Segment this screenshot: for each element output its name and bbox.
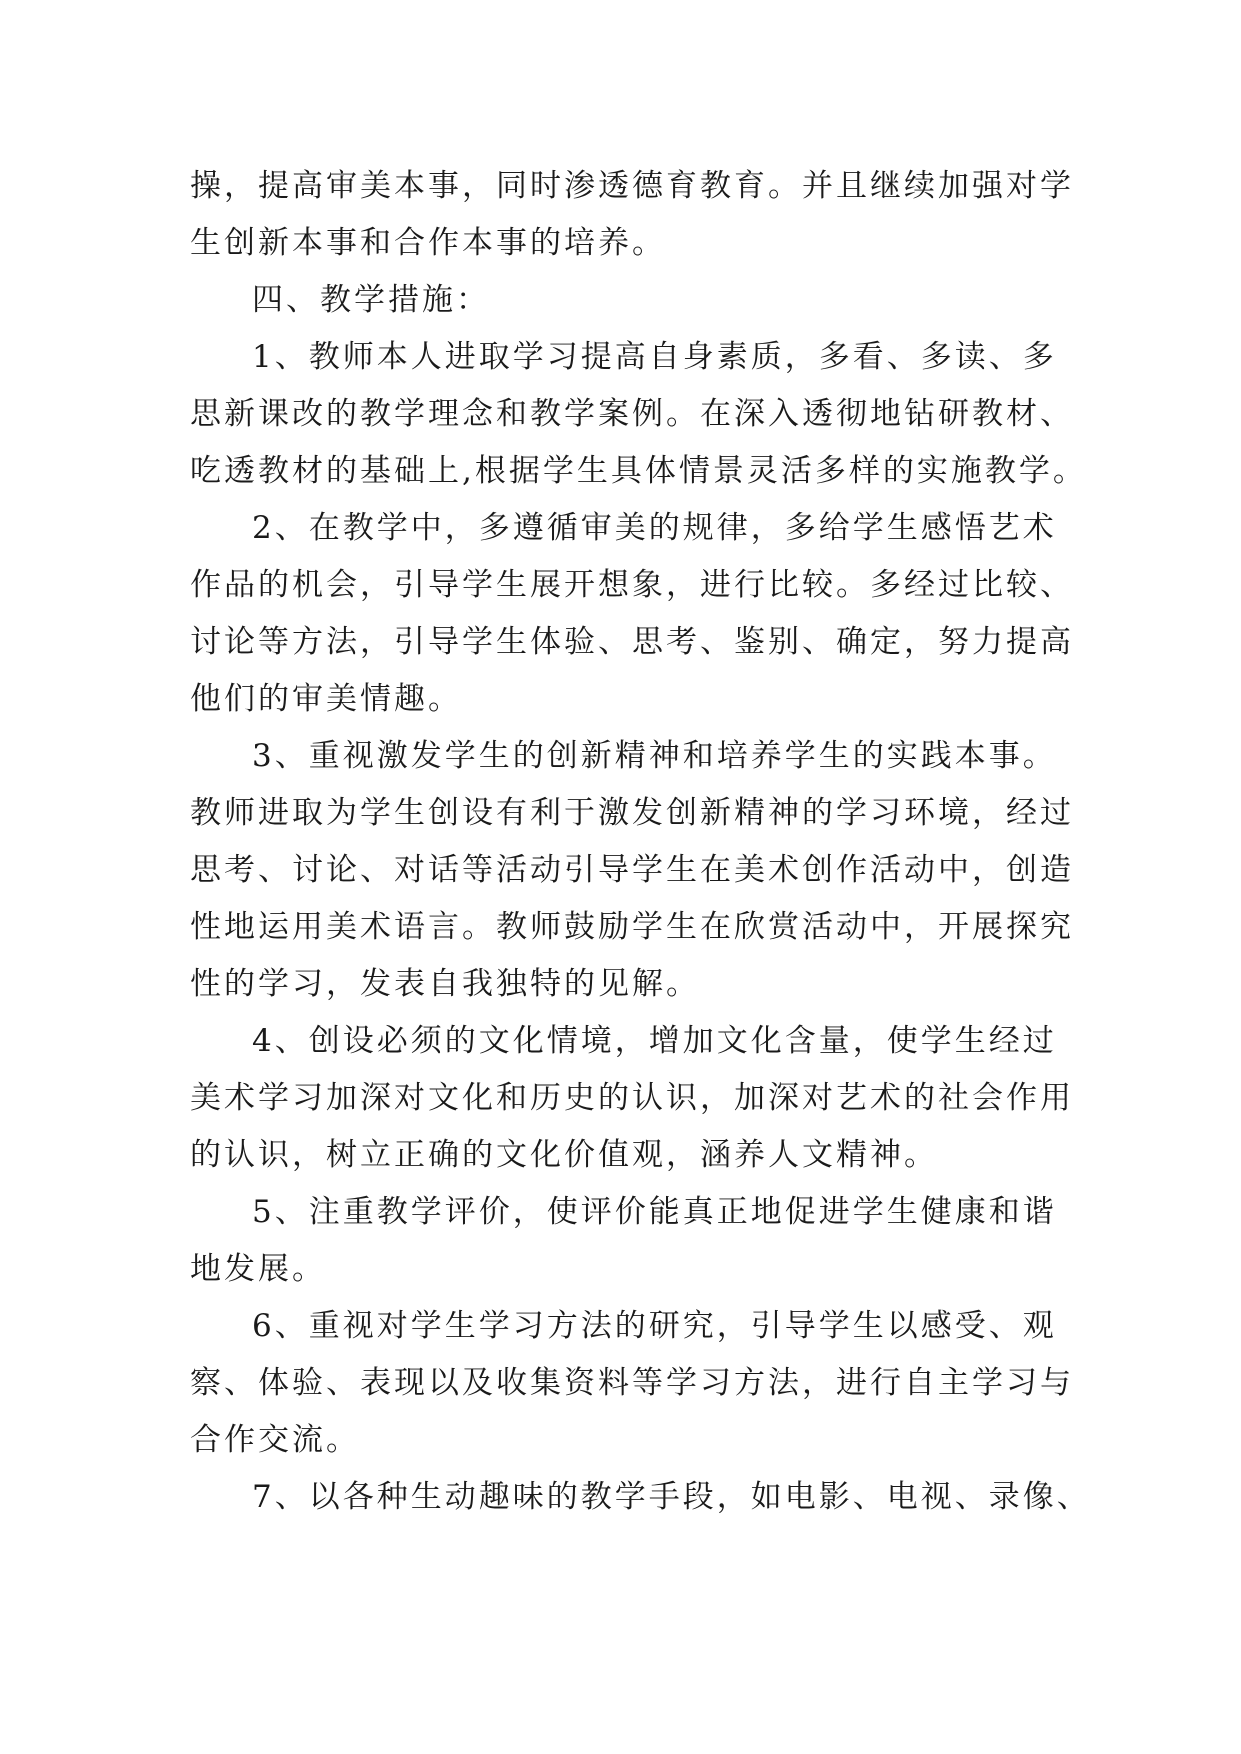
text-line: 1、教师本人进取学习提高自身素质，多看、多读、多 <box>252 339 1057 375</box>
document-body <box>190 162 1091 1521</box>
text-line: 6、重视对学生学习方法的研究，引导学生以感受、观 <box>252 1308 1057 1344</box>
text-line: 吃透教材的基础上,根据学生具体情景灵活多样的实施教学。 <box>190 453 1087 489</box>
text-line: 他们的审美情趣。 <box>190 681 462 717</box>
text-line: 的认识，树立正确的文化价值观，涵养人文精神。 <box>190 1137 938 1173</box>
text-line: 2、在教学中，多遵循审美的规律，多给学生感悟艺术 <box>252 510 1057 546</box>
text-line: 教师进取为学生创设有利于激发创新精神的学习环境，经过 <box>190 795 1074 831</box>
text-line: 地发展。 <box>190 1251 326 1287</box>
text-line: 性地运用美术语言。教师鼓励学生在欣赏活动中，开展探究 <box>190 909 1074 945</box>
text-line: 合作交流。 <box>190 1422 360 1458</box>
text-line: 4、创设必须的文化情境，增加文化含量，使学生经过 <box>252 1023 1057 1059</box>
section-heading: 四、教学措施： <box>252 282 490 318</box>
text-line: 7、以各种生动趣味的教学手段，如电影、电视、录像、 <box>252 1479 1091 1515</box>
text-line: 美术学习加深对文化和历史的认识，加深对艺术的社会作用 <box>190 1080 1074 1116</box>
text-line: 性的学习，发表自我独特的见解。 <box>190 966 700 1002</box>
text-line: 5、注重教学评价，使评价能真正地促进学生健康和谐 <box>252 1194 1057 1230</box>
text-line: 讨论等方法，引导学生体验、思考、鉴别、确定，努力提高 <box>190 624 1074 660</box>
text-line: 3、重视激发学生的创新精神和培养学生的实践本事。 <box>252 738 1057 774</box>
text-line: 察、体验、表现以及收集资料等学习方法，进行自主学习与 <box>190 1365 1074 1401</box>
text-line: 生创新本事和合作本事的培养。 <box>190 225 666 261</box>
text-line: 操，提高审美本事，同时渗透德育教育。并且继续加强对学 <box>190 168 1074 204</box>
text-line: 思考、讨论、对话等活动引导学生在美术创作活动中，创造 <box>190 852 1074 888</box>
text-line: 作品的机会，引导学生展开想象，进行比较。多经过比较、 <box>190 567 1074 603</box>
text-line: 思新课改的教学理念和教学案例。在深入透彻地钻研教材、 <box>190 396 1074 432</box>
